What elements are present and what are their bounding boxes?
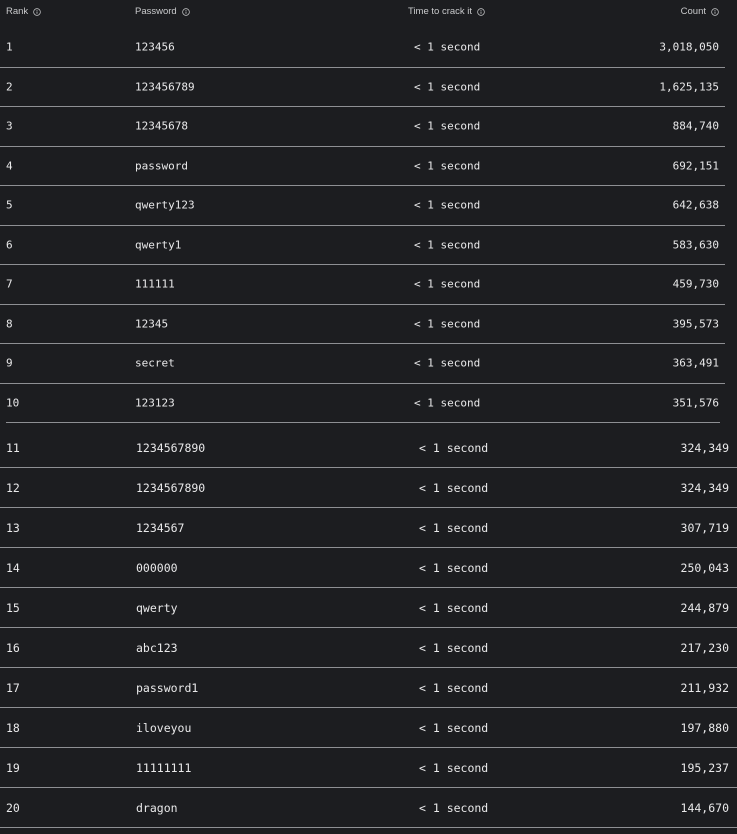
table-row [0,788,737,828]
table-row [0,588,737,628]
time-cell: < 1 second [419,440,489,455]
count-cell: 363,491 [672,356,719,370]
password-cell: secret [135,356,175,370]
table-row [0,668,737,708]
time-cell: < 1 second [414,159,481,173]
rank-cell: 14 [6,560,20,575]
table-row [0,428,737,468]
time-cell: < 1 second [414,317,481,331]
password-cell: 12345 [135,317,169,331]
count-cell: 884,740 [672,119,719,133]
header-rank[interactable] [6,6,41,17]
password-cell: password1 [136,680,199,695]
count-cell: 351,576 [672,396,719,410]
table-row [0,548,737,588]
table-row [0,68,725,108]
rank-cell: 12 [6,480,20,495]
rank-cell: 3 [6,119,13,133]
table-header [0,0,737,24]
header-time-label: Time to crack it [408,6,473,17]
rank-cell: 18 [6,720,20,735]
rank-cell: 6 [6,238,13,252]
time-cell: < 1 second [414,238,481,252]
count-cell: 307,719 [680,520,729,535]
table-body-bottom [0,428,737,828]
time-cell: < 1 second [419,680,489,695]
password-cell: qwerty123 [135,198,195,212]
rank-cell: 10 [6,396,20,410]
rank-cell: 13 [6,520,20,535]
rank-cell: 1 [6,40,13,54]
count-cell: 250,043 [680,560,729,575]
count-cell: 217,230 [680,640,729,655]
count-cell: 395,573 [672,317,719,331]
table-row [0,305,725,345]
table-row [0,708,737,748]
count-cell: 211,932 [680,680,729,695]
table-row [0,468,737,508]
count-cell: 642,638 [672,198,719,212]
time-cell: < 1 second [419,760,489,775]
time-cell: < 1 second [414,80,481,94]
rank-cell: 20 [6,800,20,815]
info-circle-icon[interactable] [711,8,719,16]
header-count[interactable] [681,6,719,17]
password-cell: 111111 [135,277,175,291]
password-cell: 1234567 [136,520,185,535]
rank-cell: 5 [6,198,13,212]
table-row [0,28,725,68]
time-cell: < 1 second [414,198,481,212]
header-count-label: Count [680,6,706,17]
count-cell: 197,880 [680,720,729,735]
info-circle-icon[interactable] [33,8,41,16]
password-cell: password [135,159,188,173]
table-row [0,147,725,187]
password-cell: dragon [136,800,178,815]
password-cell: iloveyou [136,720,192,735]
table-row [0,344,725,384]
password-cell: 1234567890 [136,480,206,495]
time-cell: < 1 second [419,600,489,615]
header-time[interactable] [408,6,485,17]
rank-cell: 2 [6,80,13,94]
count-cell: 692,151 [672,159,719,173]
rank-cell: 4 [6,159,13,173]
time-cell: < 1 second [414,40,481,54]
header-password-label: Password [135,6,177,17]
time-cell: < 1 second [419,520,489,535]
password-cell: qwerty1 [135,238,182,252]
password-cell: 123456 [135,40,175,54]
info-circle-icon[interactable] [182,8,190,16]
password-cell: 123123 [135,396,175,410]
time-cell: < 1 second [414,119,481,133]
rank-cell: 11 [6,440,20,455]
rank-cell: 17 [6,680,20,695]
count-cell: 324,349 [680,480,729,495]
rank-cell: 9 [6,356,13,370]
time-cell: < 1 second [414,396,481,410]
info-circle-icon[interactable] [477,8,485,16]
table-row [0,508,737,548]
time-cell: < 1 second [419,720,489,735]
section-divider [6,422,720,423]
rank-cell: 15 [6,600,20,615]
table-body-top [0,28,725,423]
table-row [0,186,725,226]
rank-cell: 16 [6,640,20,655]
password-cell: 000000 [136,560,178,575]
time-cell: < 1 second [419,800,489,815]
count-cell: 195,237 [680,760,729,775]
rank-cell: 7 [6,277,13,291]
header-password[interactable] [135,6,190,17]
table-row [0,748,737,788]
table-row [0,384,725,424]
password-cell: 11111111 [136,760,192,775]
header-rank-label: Rank [6,6,29,17]
time-cell: < 1 second [414,277,481,291]
count-cell: 459,730 [672,277,719,291]
table-row [0,107,725,147]
count-cell: 583,630 [672,238,719,252]
password-cell: 123456789 [135,80,195,94]
password-cell: qwerty [136,600,178,615]
count-cell: 244,879 [680,600,729,615]
count-cell: 3,018,050 [659,40,719,54]
time-cell: < 1 second [419,640,489,655]
count-cell: 144,670 [680,800,729,815]
count-cell: 324,349 [680,440,729,455]
table-row [0,226,725,266]
table-row [0,265,725,305]
time-cell: < 1 second [419,480,489,495]
table-row [0,628,737,668]
rank-cell: 19 [6,760,20,775]
password-cell: abc123 [136,640,178,655]
time-cell: < 1 second [419,560,489,575]
rank-cell: 8 [6,317,13,331]
time-cell: < 1 second [414,356,481,370]
count-cell: 1,625,135 [659,80,719,94]
password-cell: 12345678 [135,119,188,133]
password-cell: 1234567890 [136,440,206,455]
